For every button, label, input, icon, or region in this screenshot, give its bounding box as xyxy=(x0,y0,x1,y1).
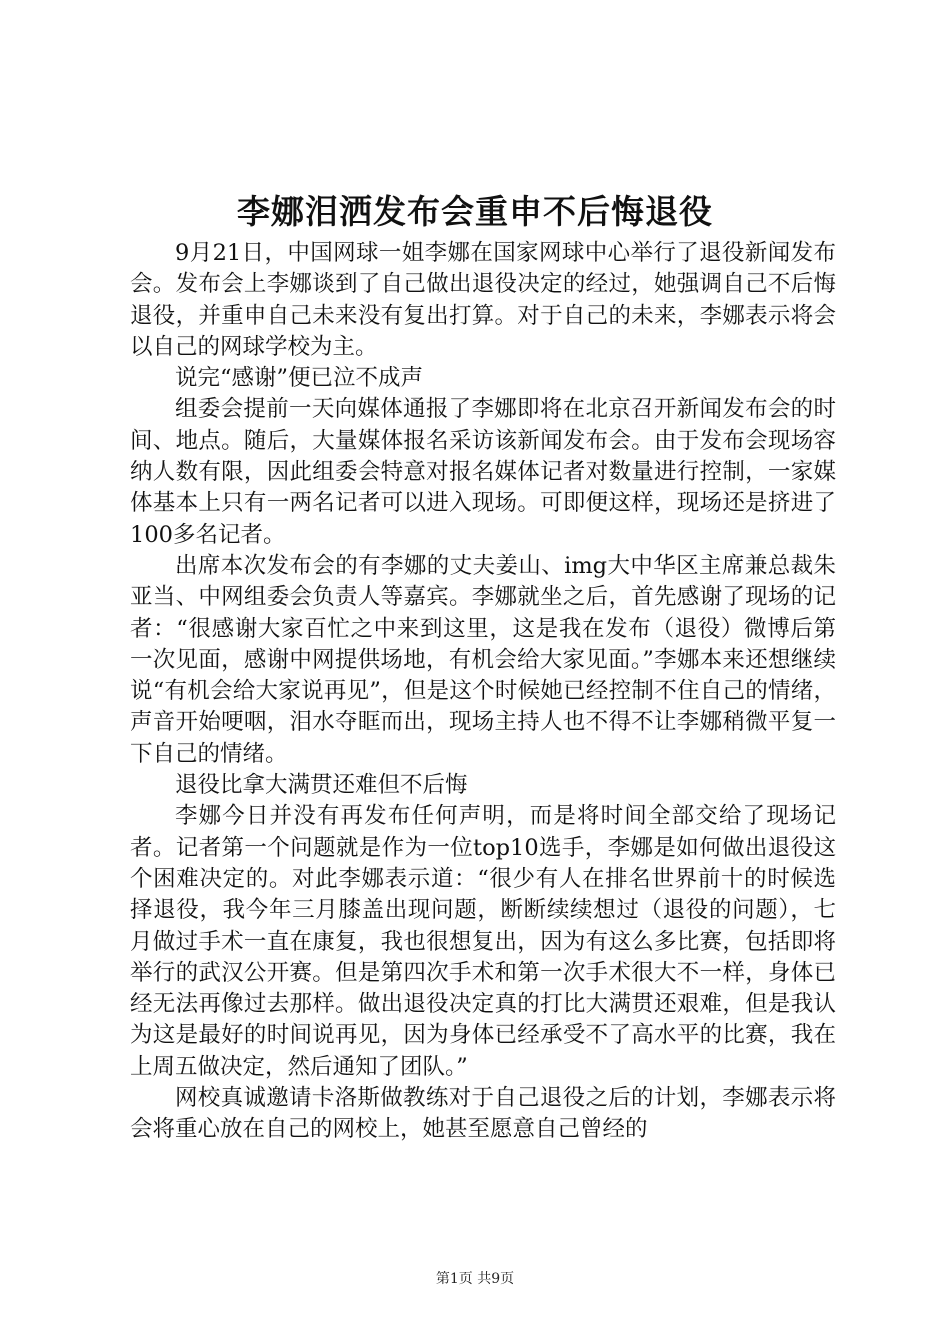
section-heading-no-regret: 退役比拿大满贯还难但不后悔 xyxy=(175,772,468,799)
paragraph-attendees: 出席本次发布会的有李娜的丈夫姜山、img大中华区主席兼总裁朱亚当、中网组委会负责人等嘉宾。李娜就坐之后，首先感谢了现场的记者：“很感谢大家百忙之中来到这里，这是我在发布（退役）微博后第一次见面，感谢中网提供场地，有机会给大家见面。”李娜本来还想继续说“有机会给大家说再见”，但是这个时候她已经控制不住自己的情绪，声音开始哽咽，泪水夺眶而出，现场主持人也不得不让李娜稍微平复一下自己的情绪。 xyxy=(130,552,836,767)
paragraph-organizing-committee: 组委会提前一天向媒体通报了李娜即将在北京召开新闻发布会的时间、地点。随后，大量媒体报名采访该新闻发布会。由于发布会现场容纳人数有限，因此组委会特意对报名媒体记者对数量进行控制，一家媒体基本上只有一两名记者可以进入现场。可即便这样，现场还是挤进了100多名记者。 xyxy=(130,396,836,548)
document-body xyxy=(130,238,836,1146)
paragraph-retirement-decision: 李娜今日并没有再发布任何声明，而是将时间全部交给了现场记者。记者第一个问题就是作为一位top10选手，李娜是如何做出退役这个困难决定的。对此李娜表示道：“很少有人在排名世界前十的时候选择退役，我今年三月膝盖出现问题，断断续续想过（退役的问题），七月做过手术一直在康复，我也很想复出，因为有这么多比赛，包括即将举行的武汉公开赛。但是第四次手术和第一次手术很大不一样，身体已经无法再像过去那样。做出退役决定真的打比大满贯还艰难，但是我认为这是最好的时间说再见，因为身体已经承受不了高水平的比赛，我在上周五做决定，然后通知了团队。” xyxy=(130,803,836,1080)
page-number-footer: 第1页 共9页 xyxy=(435,1271,515,1287)
section-heading-thanks: 说完“感谢”便已泣不成声 xyxy=(175,365,424,392)
document-title: 李娜泪洒发布会重申不后悔退役 xyxy=(237,192,713,231)
paragraph-tennis-school: 网校真诚邀请卡洛斯做教练对于自己退役之后的计划，李娜表示将会将重心放在自己的网校上，她甚至愿意自己曾经的 xyxy=(130,1085,836,1143)
paragraph-intro: 9月21日，中国网球一姐李娜在国家网球中心举行了退役新闻发布会。发布会上李娜谈到了自己做出退役决定的经过，她强调自己不后悔退役，并重申自己未来没有复出打算。对于自己的未来，李娜表示将会以自己的网球学校为主。 xyxy=(130,240,836,360)
